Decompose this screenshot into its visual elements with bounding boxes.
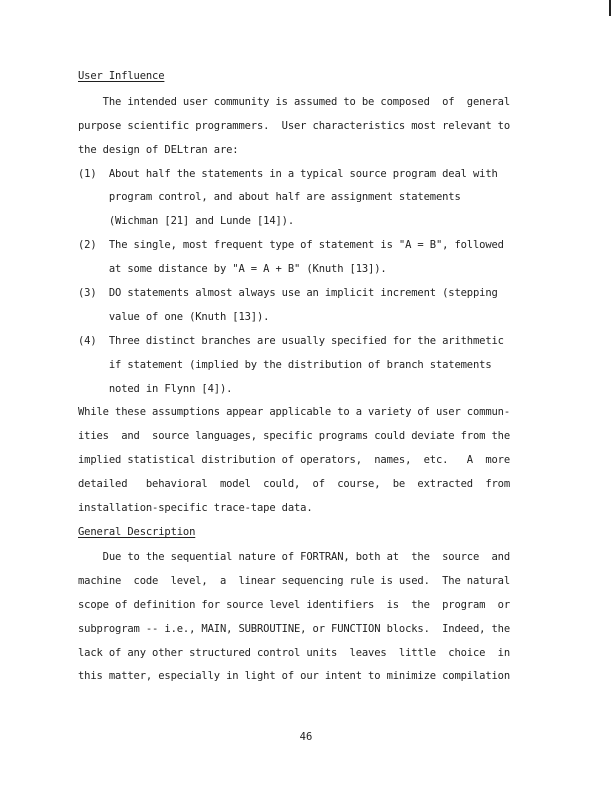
scan-edge-mark [609, 0, 611, 16]
page-number: 46 [299, 731, 313, 743]
paragraph-line: subprogram -- i.e., MAIN, SUBROUTINE, or FUNCTION blocks. Indeed, the [78, 623, 511, 635]
list-item-1-line: (Wichman [21] and Lunde [14]). [78, 215, 295, 227]
paragraph-line: the design of DELtran are: [78, 144, 239, 156]
list-item-4-line: noted in Flynn [4]). [78, 383, 233, 395]
paragraph-line: this matter, especially in light of our intent to minimize compilation [78, 670, 511, 682]
paragraph-line: lack of any other structured control units leaves little choice in [78, 647, 511, 659]
paragraph-line: purpose scientific programmers. User characteristics most relevant to [78, 120, 511, 132]
section-heading-user-influence: User Influence [78, 70, 165, 82]
list-item-2-line: (2) The single, most frequent type of statement is "A = B", followed [78, 239, 504, 251]
paragraph-line: installation-specific trace-tape data. [78, 502, 313, 514]
list-item-1-line: program control, and about half are assignment statements [78, 191, 461, 203]
paragraph-line: implied statistical distribution of operators, names, etc. A more [78, 454, 511, 466]
list-item-2-line: at some distance by "A = A + B" (Knuth [13]). [78, 263, 387, 275]
paragraph-line: Due to the sequential nature of FORTRAN, both at the source and [78, 551, 511, 563]
paragraph-line: The intended user community is assumed to be composed of general [78, 96, 511, 108]
list-item-3-line: (3) DO statements almost always use an implicit increment (stepping [78, 287, 498, 299]
list-item-4-line: (4) Three distinct branches are usually specified for the arithmetic [78, 335, 504, 347]
list-item-4-line: if statement (implied by the distribution of branch statements [78, 359, 492, 371]
paragraph-line: ities and source languages, specific programs could deviate from the [78, 430, 511, 442]
paragraph-line: detailed behavioral model could, of course, be extracted from [78, 478, 511, 490]
paragraph-line: While these assumptions appear applicable to a variety of user commun- [78, 406, 511, 418]
paragraph-line: machine code level, a linear sequencing rule is used. The natural [78, 575, 511, 587]
list-item-3-line: value of one (Knuth [13]). [78, 311, 270, 323]
section-heading-general-description: General Description [78, 526, 196, 538]
paragraph-line: scope of definition for source level identifiers is the program or [78, 599, 511, 611]
list-item-1-line: (1) About half the statements in a typical source program deal with [78, 168, 498, 180]
